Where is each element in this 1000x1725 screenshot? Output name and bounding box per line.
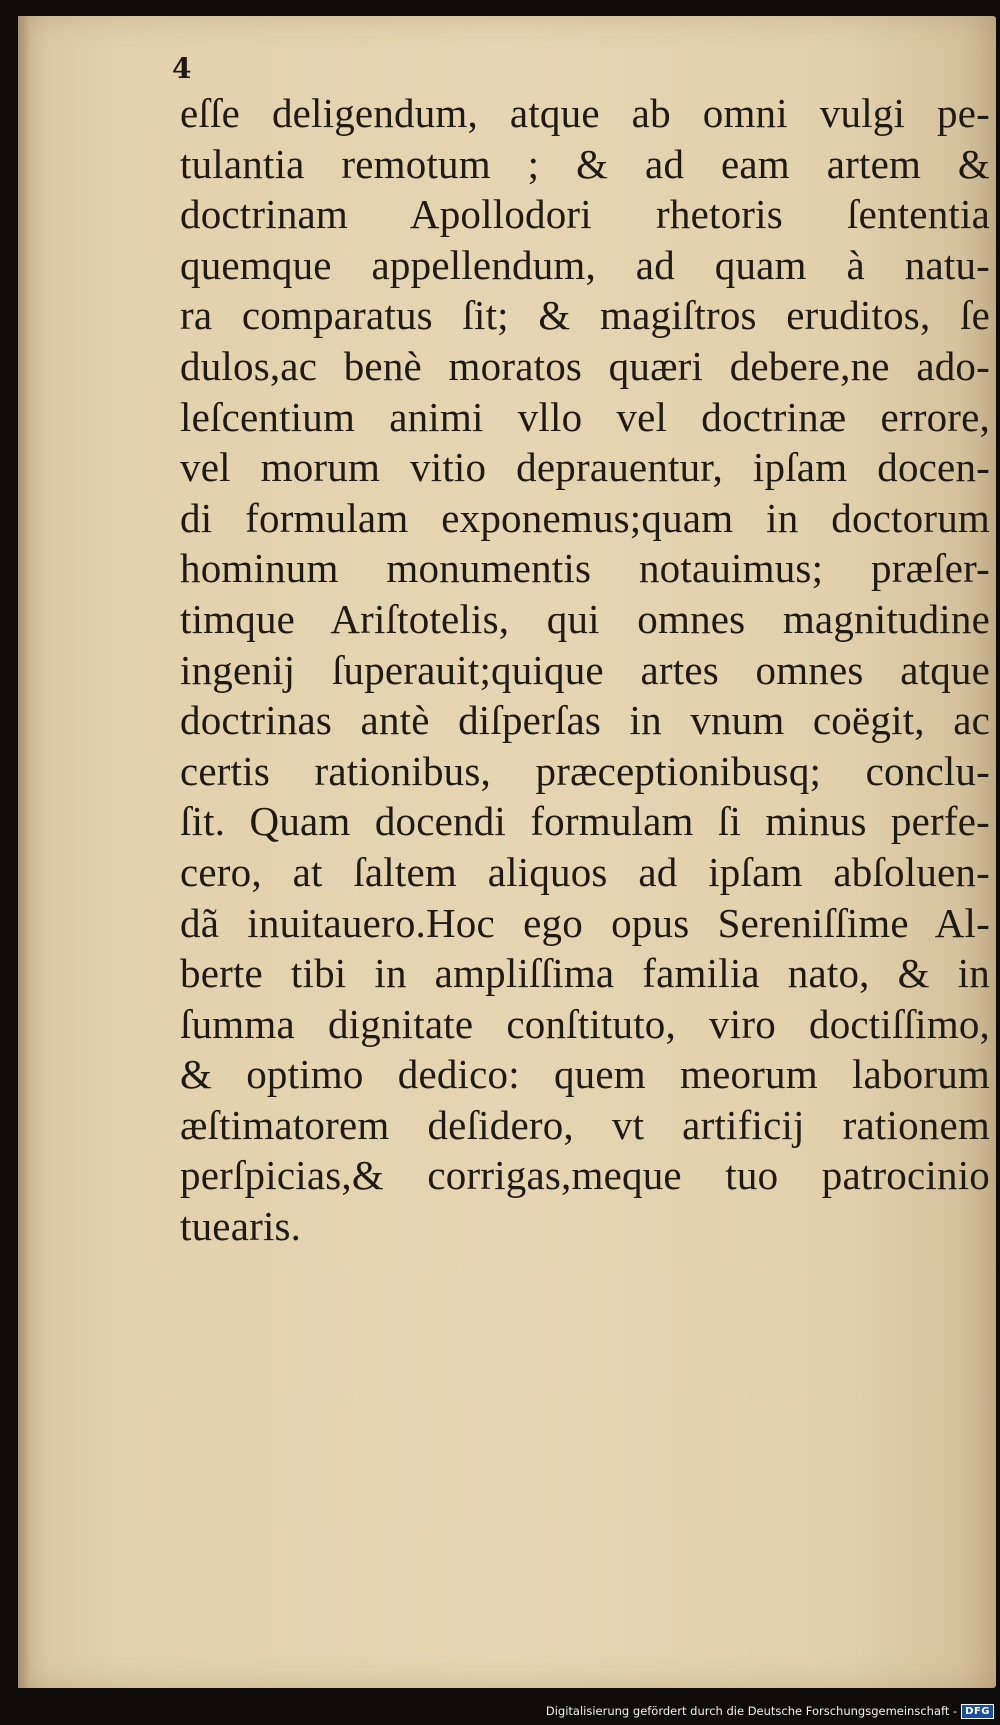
page-number: 4 <box>172 52 192 85</box>
text-line: timque Ariſtotelis, qui omnes magnitudine <box>180 595 990 642</box>
dfg-logo: DFG <box>961 1704 994 1719</box>
text-line: dã inuitauero.Hoc ego opus Sereniſſime Al- <box>180 899 990 946</box>
text-line: æſtimatorem deſidero, vt artificij rationem <box>180 1101 990 1148</box>
text-line: vel morum vitio deprauentur, ipſam docen- <box>180 444 990 491</box>
text-line: tuearis. <box>180 1203 302 1250</box>
text-line: doctrinas antè diſperſas in vnum coëgit, ac <box>180 697 990 744</box>
text-line: leſcentium animi vllo vel doctrinæ errore, <box>180 393 990 440</box>
text-line: dulos,ac benè moratos quæri debere,ne ado- <box>180 342 990 389</box>
digitization-credit <box>546 1701 994 1721</box>
page-text <box>180 88 990 1252</box>
text-line: quemque appellendum, ad quam à natu- <box>180 241 990 288</box>
text-line: certis rationibus, præceptionibusq; conclu- <box>180 747 990 794</box>
credit-text: Digitalisierung gefördert durch die Deutsche Forschungsgemeinschaft - <box>545 1704 958 1718</box>
text-line: berte tibi in ampliſſima familia nato, & in <box>180 950 990 997</box>
text-line: cero, at ſaltem aliquos ad ipſam abſoluen- <box>180 848 990 895</box>
text-line: hominum monumentis notauimus; præſer- <box>180 545 990 592</box>
text-line: perſpicias,& corrigas,meque tuo patrocinio <box>180 1152 990 1199</box>
text-line: ſumma dignitate conſtituto, viro doctiſſimo, <box>180 1000 990 1047</box>
text-line: tulantia remotum ; & ad eam artem & <box>180 140 990 187</box>
text-line: ra comparatus ſit; & magiſtros eruditos, ſe <box>180 292 990 339</box>
text-line: di formulam exponemus;quam in doctorum <box>180 494 990 541</box>
text-line: ſit. Quam docendi formulam ſi minus perfe- <box>180 798 990 845</box>
text-line: doctrinam Apollodori rhetoris ſententia <box>180 191 990 238</box>
text-line: ingenij ſuperauit;quique artes omnes atque <box>180 646 990 693</box>
page-gutter-shadow <box>18 16 30 1688</box>
text-line: & optimo dedico: quem meorum laborum <box>180 1051 990 1098</box>
text-line: eſſe deligendum, atque ab omni vulgi pe- <box>180 90 990 136</box>
